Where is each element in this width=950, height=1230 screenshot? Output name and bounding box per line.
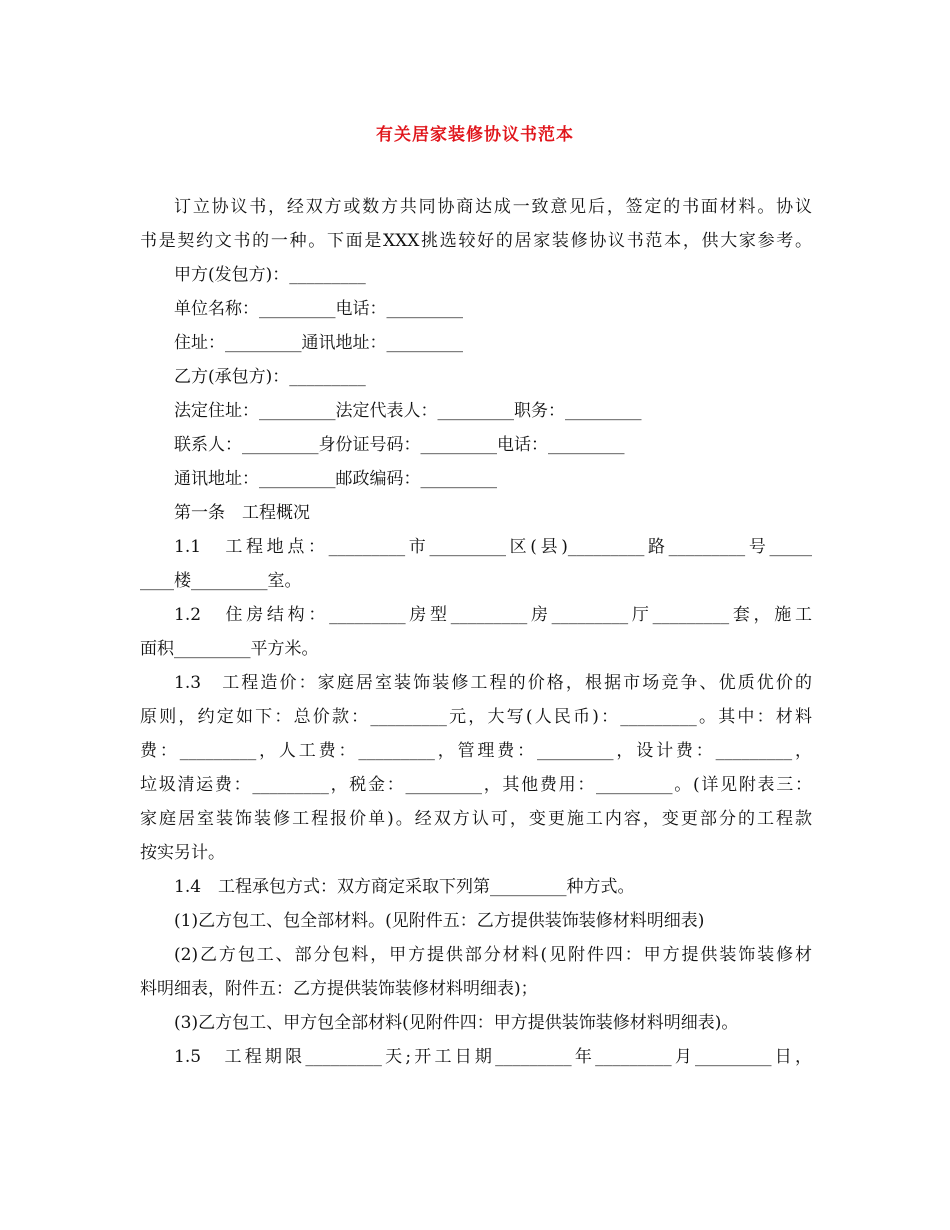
paragraph-line: 住址：_________通讯地址：_________ <box>174 333 463 353</box>
paragraph-line: 法定住址：_________法定代表人：_________职务：_________ <box>174 401 642 421</box>
paragraph-line: 面积_________平方米。 <box>140 639 319 659</box>
paragraph-line: 书是契约文书的一种。下面是XXX挑选较好的居家装修协议书范本，供大家参考。 <box>140 231 812 251</box>
paragraph-line: 乙方(承包方)：_________ <box>174 367 366 387</box>
paragraph-line: 1.2 住房结构：_________房型_________房_________厅_________套，施工 <box>174 605 812 625</box>
paragraph-line: 家庭居室装饰装修工程报价单)。经双方认可，变更施工内容，变更部分的工程款 <box>140 809 812 829</box>
paragraph-line: 订立协议书，经双方或数方共同协商达成一致意见后，签定的书面材料。协议 <box>174 197 812 217</box>
paragraph-line: ____楼_________室。 <box>140 571 302 591</box>
paragraph-line: 按实另计。 <box>140 843 225 863</box>
paragraph-line: (3)乙方包工、甲方包全部材料(见附件四：甲方提供装饰装修材料明细表)。 <box>174 1013 739 1033</box>
paragraph-line: 原则，约定如下：总价款：_________元，大写(人民币)：_________。其中：材料 <box>140 707 812 727</box>
document-body <box>140 190 812 1074</box>
paragraph-line: 联系人：_________身份证号码：_________电话：_________ <box>174 435 625 455</box>
paragraph-line: (1)乙方包工、包全部材料。(见附件五：乙方提供装饰装修材料明细表) <box>174 911 705 931</box>
paragraph-line: 1.1 工程地点：_________市_________区(县)_________路_________号_____ <box>174 537 812 557</box>
paragraph-line: 通讯地址：_________邮政编码：_________ <box>174 469 497 489</box>
paragraph-line: 垃圾清运费：_________，税金：_________，其他费用：_________。(详见附表三： <box>140 775 812 795</box>
paragraph-line: 1.3 工程造价：家庭居室装饰装修工程的价格，根据市场竞争、优质优价的 <box>174 673 812 693</box>
document-title: 有关居家装修协议书范本 <box>376 125 574 145</box>
section-heading: 第一条 工程概况 <box>174 503 310 523</box>
paragraph-line: 单位名称：_________电话：_________ <box>174 299 463 319</box>
paragraph-line: 甲方(发包方)：_________ <box>174 265 366 285</box>
paragraph-line: 费：_________，人工费：_________，管理费：_________，设计费：_________， <box>140 741 812 761</box>
paragraph-line: 1.4 工程承包方式：双方商定采取下列第_________种方式。 <box>174 877 635 897</box>
paragraph-line: (2)乙方包工、部分包料，甲方提供部分材料(见附件四：甲方提供装饰装修材 <box>174 945 812 965</box>
paragraph-line: 料明细表，附件五：乙方提供装饰装修材料明细表)； <box>140 979 538 999</box>
paragraph-line: 1.5 工程期限_________天;开工日期_________年_________月_________日， <box>174 1047 812 1067</box>
